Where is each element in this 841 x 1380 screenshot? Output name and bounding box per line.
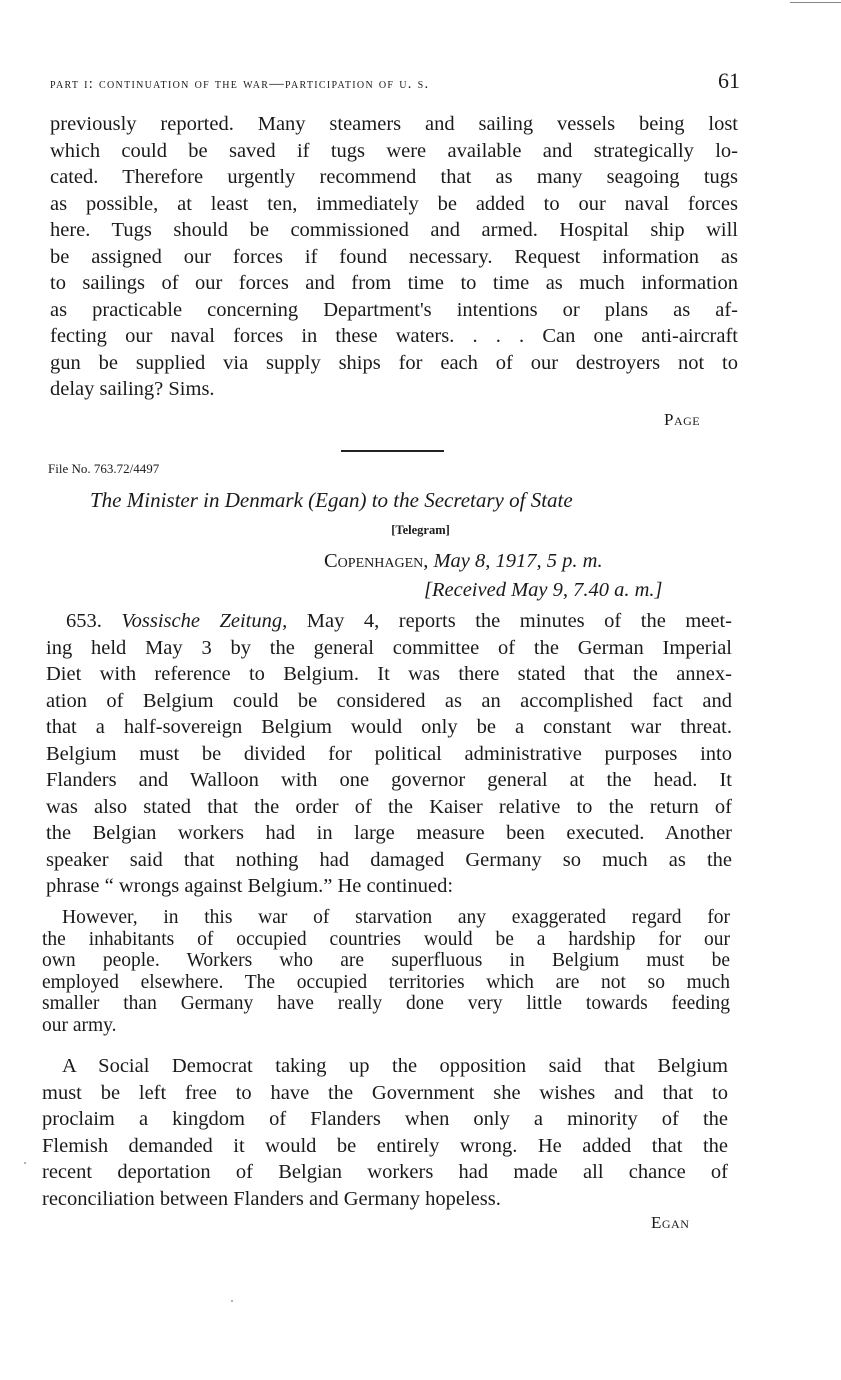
section-divider: [341, 450, 444, 452]
paragraph-number: 653.: [66, 610, 102, 632]
text-line: own people. Workers who are superfluous in Belgium must be: [42, 950, 730, 971]
text-line: here. Tugs should be commissioned and armed. Hospital ship will: [50, 219, 738, 241]
text-line: delay sailing? Sims.: [50, 378, 215, 400]
text-line: [46, 608, 732, 635]
text-line: ation of Belgium could be considered as an accomplished fact and: [46, 689, 732, 712]
text-line: speaker said that nothing had damaged Germany so much as the: [46, 848, 732, 871]
dateline: [324, 550, 603, 573]
telegram-paragraph-1: [46, 608, 732, 900]
text-line: must be left free to have the Government she wishes and that to: [42, 1081, 728, 1104]
text-line: the inhabitants of occupied countries would be a hardship for our: [42, 928, 730, 950]
received-line: [Received May 9, 7.40 a. m.]: [424, 579, 663, 601]
text-line: Belgium must be divided for political administrative purposes into: [46, 742, 732, 765]
text-line: Flanders and Walloon with one governor general at the head. It: [46, 769, 732, 791]
quoted-passage: [42, 907, 730, 1036]
telegram-paragraph-2: [42, 1053, 728, 1212]
text-line: ing held May 3 by the general committee of the German Imperial: [46, 636, 732, 659]
scan-speck: [231, 1300, 233, 1302]
text-line: recent deportation of Belgian workers had made all chance of: [42, 1161, 728, 1183]
text-line: phrase “ wrongs against Belgium.” He continued:: [46, 875, 454, 897]
signature-page: Page: [664, 410, 701, 429]
cable-continued-paragraph: [50, 111, 738, 403]
text-line: reconciliation between Flanders and Germany hopeless.: [42, 1187, 501, 1210]
page-number: 61: [718, 68, 740, 93]
text-line: gun be supplied via supply ships for each of our destroyers not to: [50, 351, 738, 374]
document-title: The Minister in Denmark (Egan) to the Secretary of State: [90, 488, 573, 512]
text-line: the Belgian workers had in large measure been executed. Another: [46, 822, 732, 844]
text-line: Flemish demanded it would be entirely wrong. He added that the: [42, 1134, 728, 1157]
running-head: [50, 68, 740, 94]
text-line: be assigned our forces if found necessary. Request information as: [50, 245, 738, 268]
file-number: File No. 763.72/4497: [48, 461, 160, 476]
text-line: fecting our naval forces in these waters. . . . Can one anti-aircraft: [50, 325, 738, 347]
scan-edge-line: [790, 2, 841, 3]
signature-egan: Egan: [651, 1213, 690, 1232]
running-title: part i: continuation of the war—participation of u. s.: [50, 76, 430, 92]
text-line: employed elsewhere. The occupied territories which are not so much: [42, 971, 730, 993]
text-line: that a half-sovereign Belgium would only be a constant war threat.: [46, 716, 732, 738]
text-line: our army.: [42, 1014, 117, 1036]
document-type: [Telegram]: [391, 523, 450, 537]
text-line: was also stated that the order of the Kaiser relative to the return of: [46, 795, 732, 818]
text-line: which could be saved if tugs were available and strategically lo-: [50, 139, 738, 162]
scan-speck: [24, 1162, 26, 1164]
text-line: to sailings of our forces and from time to time as much information: [50, 272, 738, 294]
text-line: as possible, at least ten, immediately be added to our naval forces: [50, 192, 738, 215]
text-line: smaller than Germany have really done very little towards feeding: [42, 993, 730, 1014]
text-line: A Social Democrat taking up the opposition said that Belgium: [62, 1055, 728, 1077]
text-line: cated. Therefore urgently recommend that as many seagoing tugs: [50, 166, 738, 188]
newspaper-name: Vossische Zeitung,: [121, 610, 288, 632]
dateline-place: Copenhagen,: [324, 550, 429, 572]
text-line: as practicable concerning Department's intentions or plans as af-: [50, 298, 738, 321]
text-line: Diet with reference to Belgium. It was there stated that the annex-: [46, 663, 732, 685]
text-line: However, in this war of starvation any exaggerated regard for: [62, 907, 730, 928]
dateline-date: May 8, 1917, 5 p. m.: [433, 550, 603, 572]
text-line: previously reported. Many steamers and sailing vessels being lost: [50, 113, 738, 135]
text-fragment: May 4, reports the minutes of the meet-: [287, 610, 732, 632]
text-line: proclaim a kingdom of Flanders when only a minority of the: [42, 1108, 728, 1130]
